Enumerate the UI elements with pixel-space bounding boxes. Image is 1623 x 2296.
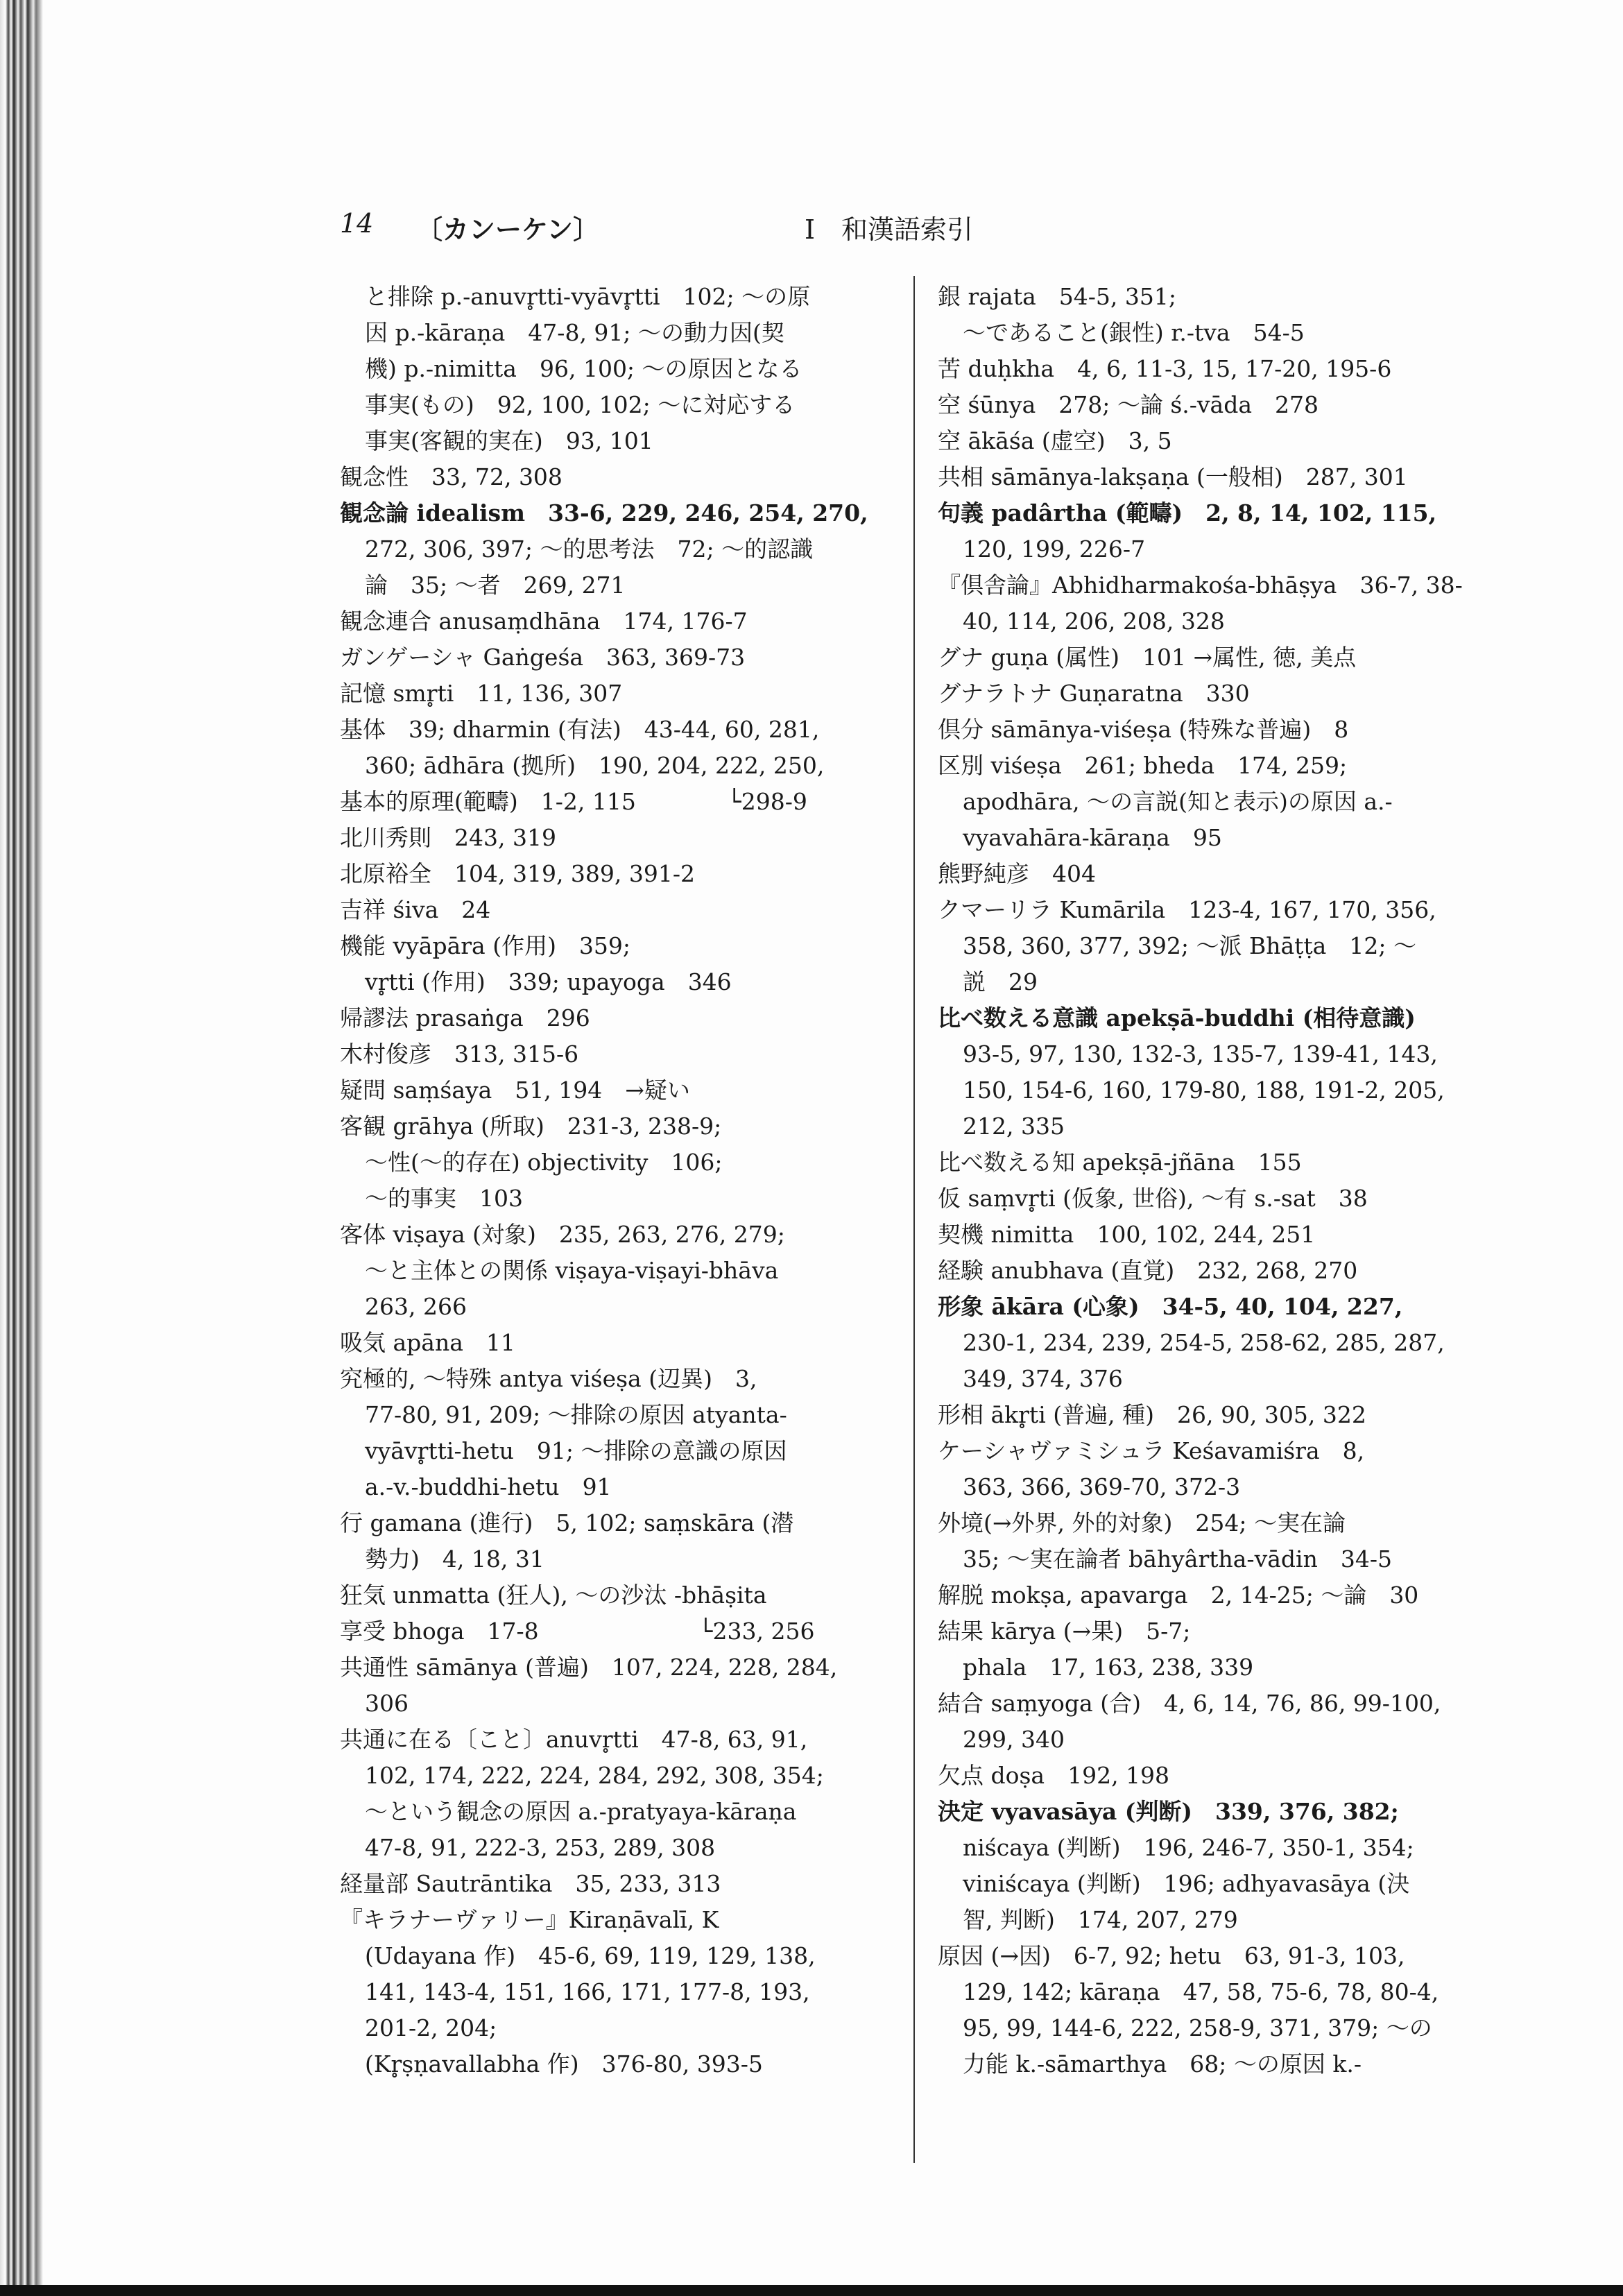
index-entry: 経量部 Sautrāntika 35, 233, 313 <box>340 1870 721 1897</box>
index-entry: 銀 rajata 54-5, 351; <box>938 283 1177 310</box>
index-entry: 共相 sāmānya-lakṣaṇa (一般相) 287, 301 <box>938 463 1408 490</box>
index-entry: ガンゲーシャ Gaṅgeśa 363, 369-73 <box>340 644 746 671</box>
index-entry: 観念論 idealism 33-6, 229, 246, 254, 270, <box>340 499 868 526</box>
index-entry-continuation: 〜性(〜的存在) objectivity 106; <box>365 1149 723 1176</box>
index-entry-continuation: 〜と主体との関係 viṣaya-viṣayi-bhāva <box>365 1257 779 1284</box>
index-entry-continuation: 77-80, 91, 209; 〜排除の原因 atyanta- <box>365 1401 787 1428</box>
index-entry-continuation: と排除 p.-anuvr̥tti-vyāvr̥tti 102; 〜の原 <box>365 283 811 310</box>
index-entry-continuation: 129, 142; kāraṇa 47, 58, 75-6, 78, 80-4, <box>963 1978 1439 2005</box>
index-entry: 区別 viśeṣa 261; bheda 174, 259; <box>938 752 1348 779</box>
index-entry-continuation: 120, 199, 226-7 <box>963 536 1146 563</box>
index-entry: 観念連合 anusaṃdhāna 174, 176-7 <box>340 608 748 635</box>
index-entry: 客体 viṣaya (対象) 235, 263, 276, 279; <box>340 1221 785 1248</box>
index-entry-continuation: 93-5, 97, 130, 132-3, 135-7, 139-41, 143, <box>963 1040 1438 1068</box>
index-entry: 究極的, 〜特殊 antya viśeṣa (辺異) 3, <box>340 1365 757 1392</box>
index-entry: 形象 ākāra (心象) 34-5, 40, 104, 227, <box>938 1293 1403 1320</box>
index-entry-continuation: 〜という観念の原因 a.-pratyaya-kāraṇa <box>365 1798 797 1825</box>
index-entry: 空 śūnya 278; 〜論 ś.-vāda 278 <box>938 391 1319 418</box>
index-entry: 経験 anubhava (直覚) 232, 268, 270 <box>938 1257 1358 1284</box>
index-entry: 基体 39; dharmin (有法) 43-44, 60, 281, <box>340 716 820 743</box>
index-entry-continuation: 〜であること(銀性) r.-tva 54-5 <box>963 319 1305 346</box>
index-entry: 原因 (→因) 6-7, 92; hetu 63, 91-3, 103, <box>938 1942 1405 1969</box>
index-entry-continuation: 141, 143-4, 151, 166, 171, 177-8, 193, <box>365 1978 810 2005</box>
index-entry-continuation: 306 <box>365 1690 409 1717</box>
index-entry: 倶分 sāmānya-viśeṣa (特殊な普遍) 8 <box>938 716 1349 743</box>
index-entry: 基本的原理(範疇) 1-2, 115 └298-9 <box>340 788 807 815</box>
index-entry-continuation: 事実(もの) 92, 100, 102; 〜に対応する <box>365 391 796 418</box>
index-entry: 吸気 apāna 11 <box>340 1329 515 1356</box>
index-entry-continuation: 説 29 <box>963 968 1038 995</box>
index-entry: 機能 vyāpāra (作用) 359; <box>340 932 631 959</box>
index-entry-continuation: 95, 99, 144-6, 222, 258-9, 371, 379; 〜の <box>963 2014 1432 2041</box>
index-entry-continuation: 事実(客観的実在) 93, 101 <box>365 427 653 454</box>
index-entry-continuation: viniścaya (判断) 196; adhyavasāya (決 <box>963 1870 1410 1897</box>
index-entry: 決定 vyavasāya (判断) 339, 376, 382; <box>938 1798 1399 1825</box>
index-entry-continuation: 〜的事実 103 <box>365 1185 523 1212</box>
index-entry-continuation: 47-8, 91, 222-3, 253, 289, 308 <box>365 1834 716 1861</box>
index-entry-continuation: 150, 154-6, 160, 179-80, 188, 191-2, 205, <box>963 1077 1445 1104</box>
index-entry: 記憶 smr̥ti 11, 136, 307 <box>340 680 623 707</box>
index-entry: 句義 padârtha (範疇) 2, 8, 14, 102, 115, <box>938 499 1437 526</box>
index-entry-continuation: vyāvr̥tti-hetu 91; 〜排除の意識の原因 <box>365 1437 787 1464</box>
index-entry: 帰謬法 prasaṅga 296 <box>340 1004 590 1031</box>
index-entry: 『倶舎論』Abhidharmakośa-bhāṣya 36-7, 38- <box>938 572 1463 599</box>
index-entry: 比べ数える意識 apekṣā-buddhi (相待意識) <box>938 1004 1416 1031</box>
index-entry: 行 gamana (進行) 5, 102; saṃskāra (潜 <box>340 1509 794 1536</box>
index-entry-continuation: 263, 266 <box>365 1293 467 1320</box>
index-entry-continuation: phala 17, 163, 238, 339 <box>963 1654 1254 1681</box>
index-entry: 享受 bhoga 17-8 └233, 256 <box>340 1618 815 1645</box>
index-entry: 観念性 33, 72, 308 <box>340 463 563 490</box>
index-entry: 結果 kārya (→果) 5-7; <box>938 1618 1191 1645</box>
index-entry-continuation: a.-v.-buddhi-hetu 91 <box>365 1473 612 1500</box>
index-entry: クマーリラ Kumārila 123-4, 167, 170, 356, <box>938 896 1436 923</box>
index-entry-continuation: 機) p.-nimitta 96, 100; 〜の原因となる <box>365 355 802 382</box>
index-entry: 狂気 unmatta (狂人), 〜の沙汰 -bhāṣita <box>340 1582 767 1609</box>
scan-bottom-edge <box>0 2285 1623 2296</box>
index-entry-continuation: 363, 366, 369-70, 372-3 <box>963 1473 1241 1500</box>
index-entry: 解脱 mokṣa, apavarga 2, 14-25; 〜論 30 <box>938 1582 1419 1609</box>
index-entry: 『キラナーヴァリー』Kiraṇāvalī, K <box>340 1906 719 1933</box>
index-entry-continuation: 力能 k.-sāmarthya 68; 〜の原因 k.- <box>963 2050 1362 2077</box>
index-entry: 北原裕全 104, 319, 389, 391-2 <box>340 860 696 887</box>
section-title: I 和漢語索引 <box>805 214 974 245</box>
index-entry: 疑問 saṃśaya 51, 194 →疑い <box>340 1077 690 1104</box>
column-divider <box>913 276 915 2163</box>
index-entry-continuation: 201-2, 204; <box>365 2014 497 2041</box>
index-entry: 吉祥 śiva 24 <box>340 896 491 923</box>
index-entry: 比べ数える知 apekṣā-jñāna 155 <box>938 1149 1302 1176</box>
index-entry-continuation: 272, 306, 397; 〜的思考法 72; 〜的認識 <box>365 536 814 563</box>
index-entry-continuation: 349, 374, 376 <box>963 1365 1123 1392</box>
index-entry: グナ guṇa (属性) 101 →属性, 徳, 美点 <box>938 644 1357 671</box>
index-entry-continuation: apodhāra, 〜の言説(知と表示)の原因 a.- <box>963 788 1393 815</box>
index-entry: 契機 nimitta 100, 102, 244, 251 <box>938 1221 1316 1248</box>
index-column-left <box>340 279 881 2082</box>
index-entry: グナラトナ Guṇaratna 330 <box>938 680 1250 707</box>
index-entry: 形相 ākr̥ti (普遍, 種) 26, 90, 305, 322 <box>938 1401 1366 1428</box>
index-entry: 共通性 sāmānya (普遍) 107, 224, 228, 284, <box>340 1654 838 1681</box>
index-entry: ケーシャヴァミシュラ Keśavamiśra 8, <box>938 1437 1365 1464</box>
index-entry-continuation: niścaya (判断) 196, 246-7, 350-1, 354; <box>963 1834 1414 1861</box>
index-entry-continuation: (Udayana 作) 45-6, 69, 119, 129, 138, <box>365 1942 816 1969</box>
index-entry: 北川秀則 243, 319 <box>340 824 556 851</box>
index-entry: 欠点 doṣa 192, 198 <box>938 1762 1170 1789</box>
index-entry: 客観 grāhya (所取) 231-3, 238-9; <box>340 1113 722 1140</box>
index-entry-continuation: 40, 114, 206, 208, 328 <box>963 608 1225 635</box>
index-entry-continuation: vr̥tti (作用) 339; upayoga 346 <box>365 968 732 995</box>
index-entry: 苦 duḥkha 4, 6, 11-3, 15, 17-20, 195-6 <box>938 355 1392 382</box>
index-entry: 熊野純彦 404 <box>938 860 1096 887</box>
page-number: 14 <box>340 208 374 239</box>
index-entry-continuation: 230-1, 234, 239, 254-5, 258-62, 285, 287, <box>963 1329 1445 1356</box>
index-entry-continuation: 212, 335 <box>963 1113 1065 1140</box>
index-entry-continuation: 102, 174, 222, 224, 284, 292, 308, 354; <box>365 1762 824 1789</box>
index-entry: 共通に在る〔こと〕anuvr̥tti 47-8, 63, 91, <box>340 1726 808 1753</box>
entry-range: 〔カンーケン〕 <box>416 214 600 245</box>
index-entry-continuation: 勢力) 4, 18, 31 <box>365 1545 544 1573</box>
index-entry-continuation: vyavahāra-kāraṇa 95 <box>963 824 1222 851</box>
index-entry-continuation: 因 p.-kāraṇa 47-8, 91; 〜の動力因(契 <box>365 319 784 346</box>
index-column-right <box>938 279 1472 2082</box>
index-entry: 木村俊彦 313, 315-6 <box>340 1040 579 1068</box>
index-entry-continuation: 論 35; 〜者 269, 271 <box>365 572 626 599</box>
index-entry-continuation: 360; ādhāra (拠所) 190, 204, 222, 250, <box>365 752 825 779</box>
page-header <box>340 208 1450 250</box>
index-entry-continuation: 299, 340 <box>963 1726 1065 1753</box>
index-entry-continuation: (Kr̥ṣṇavallabha 作) 376-80, 393-5 <box>365 2050 763 2077</box>
index-entry: 空 ākāśa (虚空) 3, 5 <box>938 427 1172 454</box>
index-entry: 外境(→外界, 外的対象) 254; 〜実在論 <box>938 1509 1346 1536</box>
index-entry: 仮 saṃvr̥ti (仮象, 世俗), 〜有 s.-sat 38 <box>938 1185 1368 1212</box>
index-entry-continuation: 358, 360, 377, 392; 〜派 Bhāṭṭa 12; 〜 <box>963 932 1416 959</box>
scan-binding-edge <box>0 0 49 2296</box>
index-entry-continuation: 智, 判断) 174, 207, 279 <box>963 1906 1238 1933</box>
index-entry: 結合 saṃyoga (合) 4, 6, 14, 76, 86, 99-100, <box>938 1690 1441 1717</box>
index-entry-continuation: 35; 〜実在論者 bāhyârtha-vādin 34-5 <box>963 1545 1392 1573</box>
